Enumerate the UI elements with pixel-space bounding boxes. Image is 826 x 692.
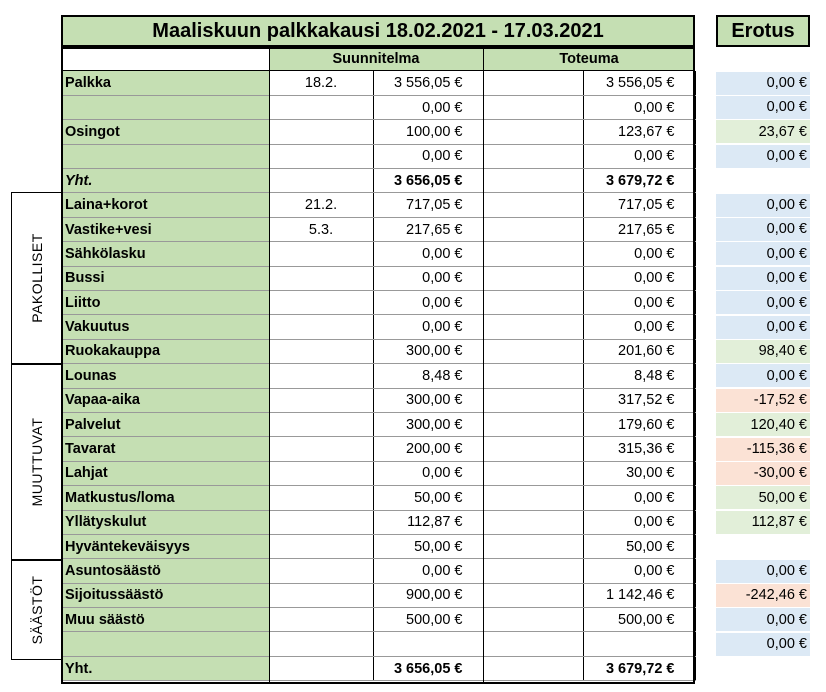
row-plan-value[interactable]: 3 656,05 € xyxy=(373,656,483,680)
row-date[interactable] xyxy=(269,486,373,510)
table-row xyxy=(61,291,695,315)
row-plan-value[interactable]: 300,00 € xyxy=(373,339,483,363)
row-plan-value[interactable]: 200,00 € xyxy=(373,437,483,461)
row-label[interactable] xyxy=(61,144,269,168)
row-actual-value[interactable]: 0,00 € xyxy=(583,559,695,583)
row-date[interactable] xyxy=(269,95,373,119)
table-row xyxy=(61,315,695,339)
table-row xyxy=(61,510,695,534)
difference-cell[interactable]: 0,00 € xyxy=(716,72,810,95)
row-date[interactable]: 5.3. xyxy=(269,217,373,241)
row-label[interactable]: Vastike+vesi xyxy=(61,217,269,241)
row-date[interactable]: 21.2. xyxy=(269,193,373,217)
table-row xyxy=(61,486,695,510)
section-savings xyxy=(11,560,61,660)
row-label[interactable]: Palvelut xyxy=(61,412,269,436)
table-row xyxy=(61,437,695,461)
row-actual-value[interactable]: 3 679,72 € xyxy=(583,169,695,193)
difference-cell[interactable]: 0,00 € xyxy=(716,316,810,339)
row-label[interactable]: Lahjat xyxy=(61,461,269,485)
row-plan-value[interactable]: 50,00 € xyxy=(373,534,483,558)
section-variable xyxy=(11,364,61,560)
row-spacer[interactable] xyxy=(483,169,583,193)
row-spacer[interactable] xyxy=(483,632,583,656)
row-spacer[interactable] xyxy=(483,534,583,558)
row-label[interactable] xyxy=(61,632,269,656)
row-spacer[interactable] xyxy=(483,364,583,388)
row-spacer[interactable] xyxy=(483,242,583,266)
row-actual-value[interactable]: 0,00 € xyxy=(583,242,695,266)
row-plan-value[interactable]: 0,00 € xyxy=(373,95,483,119)
row-plan-value[interactable]: 100,00 € xyxy=(373,120,483,144)
row-actual-value[interactable] xyxy=(583,632,695,656)
row-date[interactable] xyxy=(269,242,373,266)
row-plan-value[interactable]: 3 656,05 € xyxy=(373,169,483,193)
row-spacer[interactable] xyxy=(483,437,583,461)
difference-cell[interactable]: 0,00 € xyxy=(716,267,810,290)
difference-cell[interactable]: 120,40 € xyxy=(716,413,810,436)
row-plan-value[interactable]: 0,00 € xyxy=(373,559,483,583)
row-date[interactable] xyxy=(269,510,373,534)
row-label[interactable]: Matkustus/loma xyxy=(61,486,269,510)
row-spacer[interactable] xyxy=(483,486,583,510)
row-label[interactable]: Hyväntekeväisyys xyxy=(61,534,269,558)
table-row xyxy=(61,120,695,144)
table-row xyxy=(61,632,695,656)
row-date[interactable] xyxy=(269,364,373,388)
table-row xyxy=(61,412,695,436)
table-row xyxy=(61,461,695,485)
table-row xyxy=(61,583,695,607)
row-spacer[interactable] xyxy=(483,266,583,290)
row-date[interactable] xyxy=(269,144,373,168)
row-plan-value[interactable]: 0,00 € xyxy=(373,315,483,339)
difference-cell[interactable]: -115,36 € xyxy=(716,438,810,461)
table-row xyxy=(61,388,695,412)
row-label[interactable]: Yht. xyxy=(61,169,269,193)
row-actual-value[interactable]: 8,48 € xyxy=(583,364,695,388)
row-label[interactable]: Yht. xyxy=(61,656,269,680)
row-spacer[interactable] xyxy=(483,608,583,632)
difference-cell[interactable]: 0,00 € xyxy=(716,560,810,583)
row-plan-value[interactable]: 500,00 € xyxy=(373,608,483,632)
column-divider xyxy=(269,47,270,684)
row-date[interactable] xyxy=(269,656,373,680)
row-spacer[interactable] xyxy=(483,71,583,95)
difference-cell[interactable]: 112,87 € xyxy=(716,511,810,534)
label-column-header xyxy=(61,47,269,71)
row-plan-value[interactable]: 8,48 € xyxy=(373,364,483,388)
row-date[interactable] xyxy=(269,437,373,461)
row-label[interactable]: Vakuutus xyxy=(61,315,269,339)
row-label[interactable]: Vapaa-aika xyxy=(61,388,269,412)
row-date[interactable] xyxy=(269,559,373,583)
row-plan-value[interactable]: 0,00 € xyxy=(373,266,483,290)
budget-table xyxy=(61,71,696,681)
row-spacer[interactable] xyxy=(483,217,583,241)
row-actual-value[interactable]: 0,00 € xyxy=(583,291,695,315)
table-row xyxy=(61,71,695,95)
row-date[interactable] xyxy=(269,632,373,656)
row-actual-value[interactable]: 315,36 € xyxy=(583,437,695,461)
difference-cell[interactable]: 0,00 € xyxy=(716,364,810,387)
difference-cell[interactable]: 0,00 € xyxy=(716,194,810,217)
row-actual-value[interactable]: 0,00 € xyxy=(583,315,695,339)
table-row xyxy=(61,169,695,193)
row-plan-value[interactable]: 0,00 € xyxy=(373,461,483,485)
row-actual-value[interactable]: 201,60 € xyxy=(583,339,695,363)
row-spacer[interactable] xyxy=(483,193,583,217)
table-row xyxy=(61,266,695,290)
row-actual-value[interactable]: 123,67 € xyxy=(583,120,695,144)
row-date[interactable] xyxy=(269,120,373,144)
row-actual-value[interactable]: 3 679,72 € xyxy=(583,656,695,680)
row-spacer[interactable] xyxy=(483,583,583,607)
row-actual-value[interactable]: 30,00 € xyxy=(583,461,695,485)
row-label[interactable]: Liitto xyxy=(61,291,269,315)
table-row xyxy=(61,217,695,241)
row-actual-value[interactable]: 0,00 € xyxy=(583,266,695,290)
row-label[interactable]: Yllätyskulut xyxy=(61,510,269,534)
row-plan-value[interactable]: 112,87 € xyxy=(373,510,483,534)
row-date[interactable] xyxy=(269,608,373,632)
row-plan-value[interactable]: 3 556,05 € xyxy=(373,71,483,95)
table-row xyxy=(61,559,695,583)
difference-cell[interactable]: 50,00 € xyxy=(716,486,810,509)
table-row xyxy=(61,242,695,266)
row-date[interactable] xyxy=(269,315,373,339)
table-row xyxy=(61,144,695,168)
row-plan-value[interactable]: 0,00 € xyxy=(373,144,483,168)
row-actual-value[interactable]: 717,05 € xyxy=(583,193,695,217)
column-divider xyxy=(483,47,484,684)
section-variable-label: MUUTTUVAT xyxy=(28,417,45,507)
row-plan-value[interactable]: 717,05 € xyxy=(373,193,483,217)
row-date[interactable] xyxy=(269,291,373,315)
difference-cell[interactable]: 0,00 € xyxy=(716,145,810,168)
row-date[interactable]: 18.2. xyxy=(269,71,373,95)
row-date[interactable] xyxy=(269,534,373,558)
difference-cell[interactable]: 0,00 € xyxy=(716,96,810,119)
table-row xyxy=(61,95,695,119)
difference-cell[interactable]: -242,46 € xyxy=(716,584,810,607)
sheet-title: Maaliskuun palkkakausi 18.02.2021 - 17.03.2021 xyxy=(61,15,695,47)
row-actual-value[interactable]: 1 142,46 € xyxy=(583,583,695,607)
row-date[interactable] xyxy=(269,412,373,436)
row-label[interactable]: Sähkölasku xyxy=(61,242,269,266)
row-label[interactable]: Muu säästö xyxy=(61,608,269,632)
row-spacer[interactable] xyxy=(483,559,583,583)
row-plan-value[interactable] xyxy=(373,632,483,656)
section-mandatory-label: PAKOLLISET xyxy=(28,233,45,323)
row-label[interactable]: Tavarat xyxy=(61,437,269,461)
row-actual-value[interactable]: 3 556,05 € xyxy=(583,71,695,95)
actual-column-header: Toteuma xyxy=(483,47,695,71)
row-plan-value[interactable]: 0,00 € xyxy=(373,242,483,266)
difference-cell[interactable]: 0,00 € xyxy=(716,291,810,314)
table-row xyxy=(61,534,695,558)
row-label[interactable]: Bussi xyxy=(61,266,269,290)
row-date[interactable] xyxy=(269,339,373,363)
table-row xyxy=(61,608,695,632)
table-row xyxy=(61,193,695,217)
row-spacer[interactable] xyxy=(483,120,583,144)
section-savings-label: SÄÄSTÖT xyxy=(28,575,45,645)
difference-cell[interactable]: 98,40 € xyxy=(716,340,810,363)
row-label[interactable]: Palkka xyxy=(61,71,269,95)
row-plan-value[interactable]: 300,00 € xyxy=(373,412,483,436)
row-spacer[interactable] xyxy=(483,291,583,315)
row-actual-value[interactable]: 317,52 € xyxy=(583,388,695,412)
row-spacer[interactable] xyxy=(483,412,583,436)
row-label[interactable]: Asuntosäästö xyxy=(61,559,269,583)
row-spacer[interactable] xyxy=(483,510,583,534)
row-label[interactable]: Sijoitussäästö xyxy=(61,583,269,607)
row-actual-value[interactable]: 179,60 € xyxy=(583,412,695,436)
section-mandatory xyxy=(11,192,61,364)
row-spacer[interactable] xyxy=(483,315,583,339)
row-actual-value[interactable]: 500,00 € xyxy=(583,608,695,632)
plan-column-header: Suunnitelma xyxy=(269,47,483,71)
table-row xyxy=(61,339,695,363)
row-actual-value[interactable]: 0,00 € xyxy=(583,486,695,510)
table-row xyxy=(61,656,695,680)
row-label[interactable]: Ruokakauppa xyxy=(61,339,269,363)
difference-cell[interactable]: 0,00 € xyxy=(716,633,810,656)
row-plan-value[interactable]: 300,00 € xyxy=(373,388,483,412)
row-actual-value[interactable]: 50,00 € xyxy=(583,534,695,558)
row-label[interactable]: Laina+korot xyxy=(61,193,269,217)
row-spacer[interactable] xyxy=(483,95,583,119)
row-spacer[interactable] xyxy=(483,388,583,412)
row-actual-value[interactable]: 0,00 € xyxy=(583,95,695,119)
row-actual-value[interactable]: 217,65 € xyxy=(583,217,695,241)
row-spacer[interactable] xyxy=(483,339,583,363)
row-spacer[interactable] xyxy=(483,144,583,168)
row-plan-value[interactable]: 900,00 € xyxy=(373,583,483,607)
row-plan-value[interactable]: 217,65 € xyxy=(373,217,483,241)
difference-header: Erotus xyxy=(716,15,810,47)
row-date[interactable] xyxy=(269,388,373,412)
difference-cell[interactable]: 0,00 € xyxy=(716,242,810,265)
difference-cell[interactable]: 0,00 € xyxy=(716,608,810,631)
row-label[interactable] xyxy=(61,95,269,119)
difference-cell[interactable]: 0,00 € xyxy=(716,218,810,241)
row-spacer[interactable] xyxy=(483,656,583,680)
row-spacer[interactable] xyxy=(483,461,583,485)
row-date[interactable] xyxy=(269,461,373,485)
row-actual-value[interactable]: 0,00 € xyxy=(583,144,695,168)
row-plan-value[interactable]: 50,00 € xyxy=(373,486,483,510)
row-actual-value[interactable]: 0,00 € xyxy=(583,510,695,534)
row-label[interactable]: Osingot xyxy=(61,120,269,144)
row-date[interactable] xyxy=(269,169,373,193)
row-date[interactable] xyxy=(269,583,373,607)
difference-cell[interactable]: -30,00 € xyxy=(716,462,810,485)
difference-cell[interactable]: -17,52 € xyxy=(716,389,810,412)
row-label[interactable]: Lounas xyxy=(61,364,269,388)
row-plan-value[interactable]: 0,00 € xyxy=(373,291,483,315)
row-date[interactable] xyxy=(269,266,373,290)
difference-cell[interactable]: 23,67 € xyxy=(716,120,810,143)
table-row xyxy=(61,364,695,388)
